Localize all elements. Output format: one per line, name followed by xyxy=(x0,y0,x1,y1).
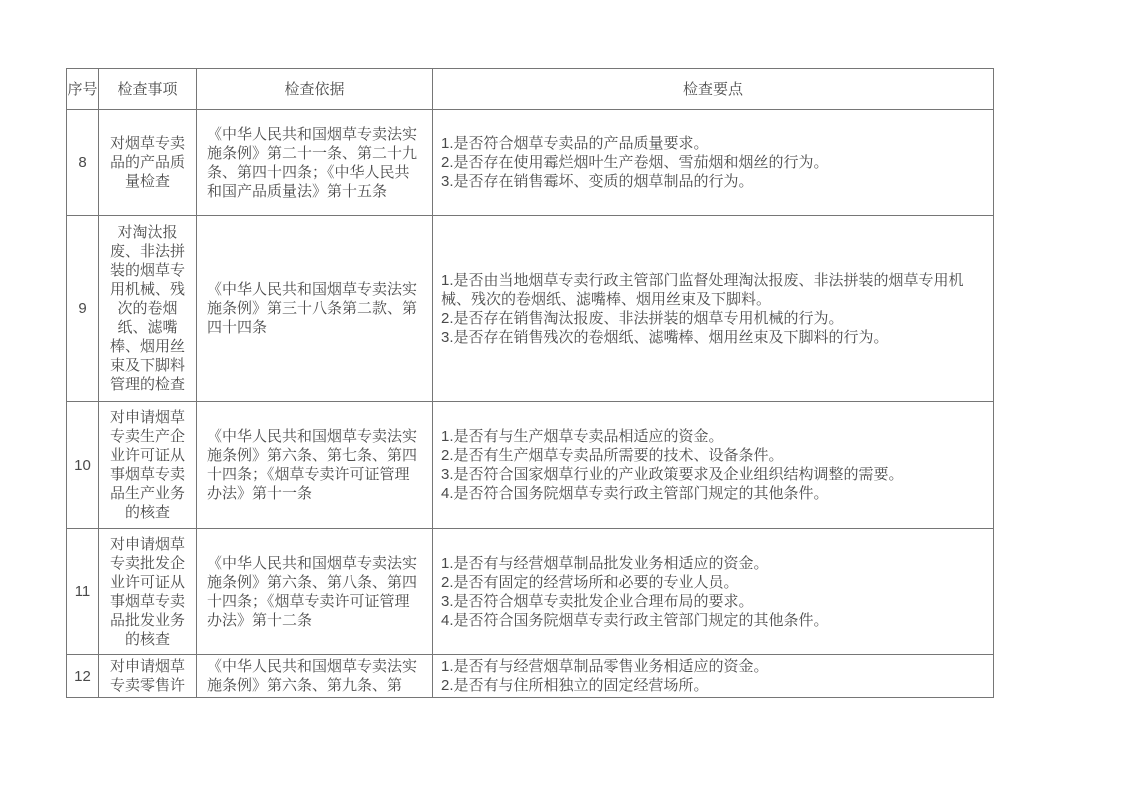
point-item: 1.是否由当地烟草专卖行政主管部门监督处理淘汰报废、非法拼装的烟草专用机械、残次的卷烟纸、滤嘴棒、烟用丝束及下脚料。 xyxy=(441,271,964,308)
item-cell: 对申请烟草专卖批发企业许可证从事烟草专卖品批发业务的核查 xyxy=(99,529,197,655)
point-item: 3.是否存在销售残次的卷烟纸、滤嘴棒、烟用丝束及下脚料的行为。 xyxy=(441,328,889,346)
header-cell-basis: 检查依据 xyxy=(197,69,433,110)
point-item: 2.是否存在销售淘汰报废、非法拼装的烟草专用机械的行为。 xyxy=(441,309,844,327)
seq-cell: 9 xyxy=(67,216,99,402)
point-item: 3.是否符合烟草专卖批发企业合理布局的要求。 xyxy=(441,592,754,610)
basis-cell: 《中华人民共和国烟草专卖法实施条例》第六条、第九条、第 xyxy=(197,655,433,698)
points-cell xyxy=(433,216,994,402)
seq-cell: 10 xyxy=(67,402,99,529)
point-item: 4.是否符合国务院烟草专卖行政主管部门规定的其他条件。 xyxy=(441,485,829,502)
point-item: 4.是否符合国务院烟草专卖行政主管部门规定的其他条件。 xyxy=(441,611,829,629)
seq-cell: 12 xyxy=(67,655,99,698)
points-cell xyxy=(433,655,994,698)
point-item: 1.是否符合烟草专卖品的产品质量要求。 xyxy=(441,135,709,152)
item-cell: 对申请烟草专卖生产企业许可证从事烟草专卖品生产业务的核查 xyxy=(99,402,197,529)
points-cell xyxy=(433,402,994,529)
point-item: 3.是否符合国家烟草行业的产业政策要求及企业组织结构调整的需要。 xyxy=(441,466,904,483)
item-cell: 对淘汰报废、非法拼装的烟草专用机械、残次的卷烟纸、滤嘴棒、烟用丝束及下脚料管理的检查 xyxy=(99,216,197,402)
table-row-truncated xyxy=(67,655,994,698)
points-cell xyxy=(433,529,994,655)
basis-cell: 《中华人民共和国烟草专卖法实施条例》第二十一条、第二十九条、第四十四条；《中华人民共和国产品质量法》第十五条 xyxy=(197,110,433,216)
basis-cell: 《中华人民共和国烟草专卖法实施条例》第三十八条第二款、第四十四条 xyxy=(197,216,433,402)
point-item: 2.是否存在使用霉烂烟叶生产卷烟、雪茄烟和烟丝的行为。 xyxy=(441,154,829,171)
basis-cell: 《中华人民共和国烟草专卖法实施条例》第六条、第八条、第四十四条；《烟草专卖许可证管理办法》第十二条 xyxy=(197,529,433,655)
item-cell: 对申请烟草专卖零售许 xyxy=(99,655,197,698)
point-item: 1.是否有与经营烟草制品零售业务相适应的资金。 xyxy=(441,658,769,675)
table-header-row xyxy=(67,69,994,110)
header-cell-seq: 序号 xyxy=(67,69,99,110)
basis-cell: 《中华人民共和国烟草专卖法实施条例》第六条、第七条、第四十四条；《烟草专卖许可证管理办法》第十一条 xyxy=(197,402,433,529)
point-item: 1.是否有与生产烟草专卖品相适应的资金。 xyxy=(441,428,724,445)
point-item: 2.是否有与住所相独立的固定经营场所。 xyxy=(441,677,709,694)
seq-cell: 8 xyxy=(67,110,99,216)
header-cell-points: 检查要点 xyxy=(433,69,994,110)
point-item: 1.是否有与经营烟草制品批发业务相适应的资金。 xyxy=(441,554,769,572)
point-item: 2.是否有固定的经营场所和必要的专业人员。 xyxy=(441,573,739,591)
table-row xyxy=(67,529,994,655)
point-item: 3.是否存在销售霉坏、变质的烟草制品的行为。 xyxy=(441,173,754,190)
table-row xyxy=(67,402,994,529)
point-item: 2.是否有生产烟草专卖品所需要的技术、设备条件。 xyxy=(441,447,784,464)
header-cell-item: 检查事项 xyxy=(99,69,197,110)
table-row xyxy=(67,110,994,216)
inspection-table xyxy=(66,68,994,698)
seq-cell: 11 xyxy=(67,529,99,655)
item-cell: 对烟草专卖品的产品质量检查 xyxy=(99,110,197,216)
table-row xyxy=(67,216,994,402)
points-cell xyxy=(433,110,994,216)
